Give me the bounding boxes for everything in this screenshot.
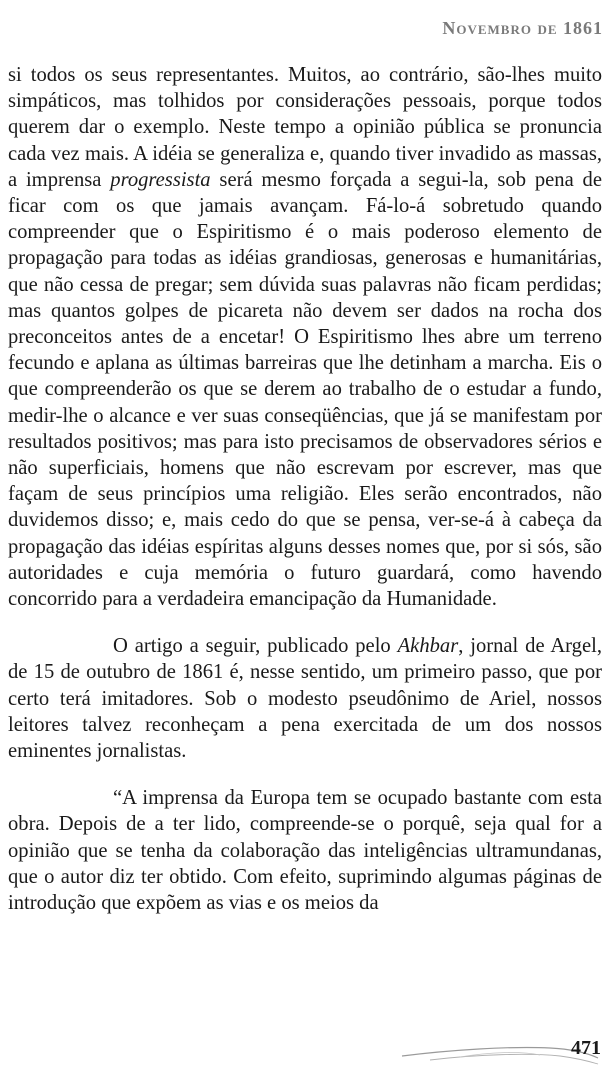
body-text: [8, 62, 602, 916]
paragraph-1-text-a: si todos os seus representantes. Muitos, ao contrário, são-lhes muito simpáticos, mas tolhidos por considerações pessoais, porque todos querem dar o exemplo. Neste tempo a opinião pública se pronuncia cada vez mais. A idéia se generaliza e, quando tiver invadido as massas, a imprensa: [8, 64, 602, 191]
footer-flourish-ornament: [400, 1036, 600, 1066]
paragraph-2-italic: Akhbar: [397, 635, 459, 658]
paragraph-1-italic: progressista: [110, 168, 211, 191]
paragraph-3-text-a: “A imprensa da Europa tem se ocupado bastante com esta obra. Depois de a ter lido, compreende-se o porquê, seja qual for a opinião que se tenha da colaboração das inteligências ultramundanas, que o autor diz ter obtido. Com efeito, suprimindo algumas páginas de introdução que expõem as vias e os meios da: [8, 787, 602, 915]
paragraph-2-text-b: , jornal de Argel, de 15 de outubro de 1861 é, nesse sentido, um primeiro passo, que por certo terá imitadores. Sob o modesto pseudônimo de Ariel, nossos leitores talvez reconheçam a pena exercitada de um dos nossos eminentes jornalistas.: [8, 635, 602, 763]
paragraph-3: [8, 785, 602, 916]
running-head: Novembro de 1861: [442, 18, 603, 38]
paragraph-1-text-b: será mesmo forçada a segui-la, sob pena de ficar com os que jamais avançam. Fá-lo-á sobretudo quando compreender que o Espiritismo é o mais poderoso elemento de propagação para todas as idéias grandiosas, generosas e humanitárias, que não cessa de pregar; sem dúvida suas palavras não ficam perdidas; mas quantos golpes de picareta não devem ser dados na rocha dos preconceitos antes de a encetar! O Espiritismo lhes abre um terreno fecundo e aplana as últimas barreiras que lhe detinham a marcha. Eis o que compreenderão os que se derem ao trabalho de o estudar a fundo, medir-lhe o alcance e ver suas conseqüências, que já se manifestam por resultados positivos; mas para isto precisamos de observadores sérios e não superficiais, homens que não escrevam por escrever, mas que façam de seus princípios uma religião. Eles serão encontrados, não duvidemos disso; e, mais cedo do que se pensa, ver-se-á à cabeça da propagação das idéias espíritas alguns desses nomes que, por si sós, são autoridades e cuja memória o futuro guardará, como havendo concorrido para a verdadeira emancipação da Humanidade.: [8, 168, 602, 611]
paragraph-2-text-a: O artigo a seguir, publicado pelo: [113, 635, 398, 658]
page-number: 471: [571, 1037, 601, 1059]
paragraph-2: [8, 633, 602, 764]
paragraph-1: [8, 62, 602, 612]
